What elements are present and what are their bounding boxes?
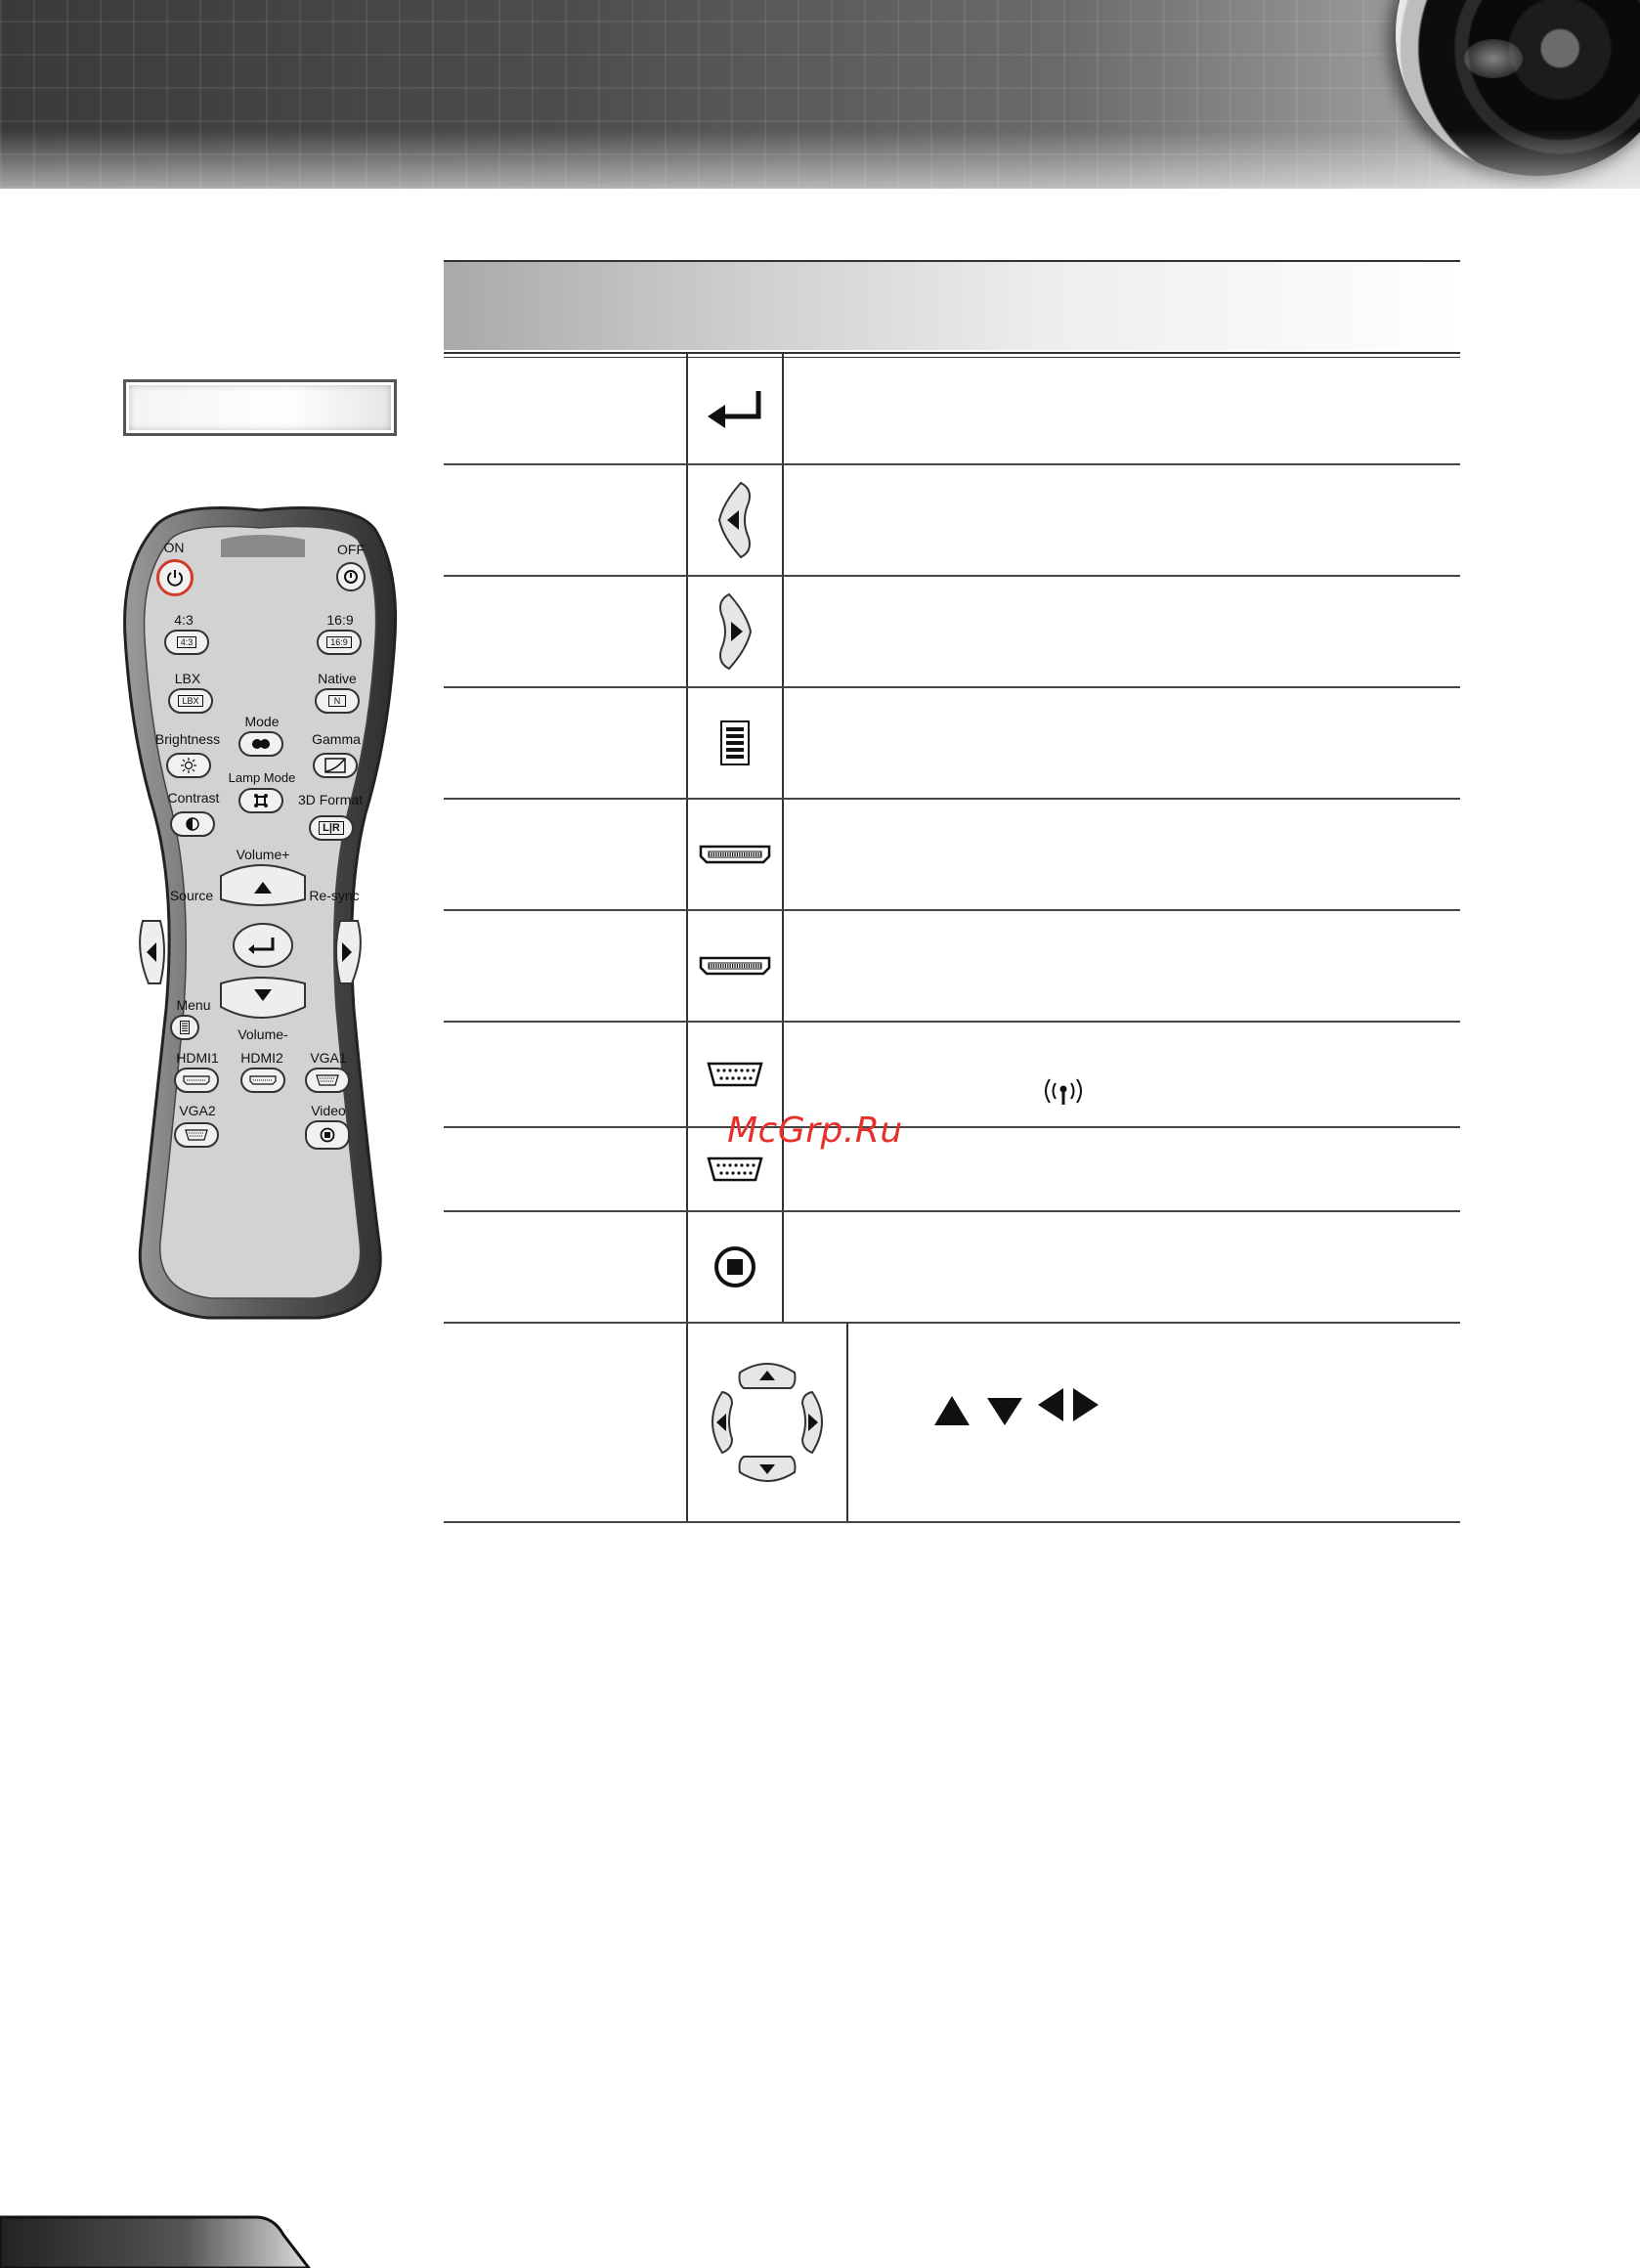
vga2-button[interactable] xyxy=(174,1122,219,1148)
mode-button[interactable] xyxy=(238,731,283,757)
table-row xyxy=(444,465,1460,577)
enter-icon xyxy=(704,387,766,430)
description-cell xyxy=(784,354,1460,463)
hdmi2-button[interactable] xyxy=(240,1068,285,1093)
table-row xyxy=(444,1212,1460,1324)
3d-format-button[interactable] xyxy=(309,815,354,841)
on-label: ON xyxy=(163,540,185,555)
function-cell xyxy=(444,1324,686,1521)
aspect-169-label: 16:9 xyxy=(326,612,354,628)
icon-cell xyxy=(686,354,784,463)
brightness-label: Brightness xyxy=(154,731,221,747)
function-cell xyxy=(444,800,686,909)
hdmi1-label: HDMI1 xyxy=(176,1050,219,1066)
lamp-mode-icon xyxy=(253,793,269,808)
function-cell xyxy=(444,1023,686,1126)
aspect-43-icon: 4:3 xyxy=(177,636,197,648)
power-off-icon xyxy=(343,569,359,585)
hdmi1-button[interactable] xyxy=(174,1068,219,1093)
description-cell xyxy=(784,1212,1460,1322)
icon-cell xyxy=(686,1212,784,1322)
description-cell xyxy=(784,911,1460,1021)
menu-icon xyxy=(180,1021,190,1034)
vga-icon xyxy=(707,1062,763,1087)
menu-icon xyxy=(720,720,750,765)
table-row xyxy=(444,354,1460,465)
aspect-43-label: 4:3 xyxy=(174,612,194,628)
function-cell xyxy=(444,1128,686,1210)
video-icon xyxy=(320,1127,335,1143)
arrow-glyphs-icon xyxy=(932,1384,1108,1429)
brightness-icon xyxy=(180,757,197,774)
hdmi-icon xyxy=(699,843,771,866)
volume-minus-label: Volume- xyxy=(237,1026,288,1042)
hdmi1-icon xyxy=(183,1075,210,1085)
vga1-icon xyxy=(316,1074,339,1086)
icon-cell xyxy=(686,465,784,575)
lamp-mode-label: Lamp Mode xyxy=(228,770,296,785)
vga2-icon xyxy=(185,1129,208,1141)
lbx-button[interactable] xyxy=(168,688,213,714)
aspect-169-button[interactable] xyxy=(317,630,362,655)
contrast-label: Contrast xyxy=(167,790,220,806)
table-row xyxy=(444,800,1460,911)
brightness-button[interactable] xyxy=(166,753,211,778)
native-icon: N xyxy=(328,695,347,707)
table-row xyxy=(444,688,1460,800)
gamma-label: Gamma xyxy=(312,731,361,747)
four-directional-keys-icon xyxy=(699,1349,836,1496)
remote-body xyxy=(113,501,412,1322)
video-icon xyxy=(713,1245,756,1288)
function-cell xyxy=(444,354,686,463)
video-label: Video xyxy=(311,1103,346,1118)
function-cell xyxy=(444,1212,686,1322)
native-button[interactable] xyxy=(315,688,360,714)
footer-page-tab xyxy=(0,2211,311,2268)
left-arrow-icon xyxy=(715,479,755,561)
vga1-button[interactable] xyxy=(305,1068,350,1093)
power-on-button[interactable] xyxy=(156,559,194,596)
header-banner xyxy=(0,0,1640,189)
projector-lens-image xyxy=(1396,0,1640,176)
vga2-label: VGA2 xyxy=(179,1103,216,1118)
function-cell xyxy=(444,577,686,686)
mode-label: Mode xyxy=(244,714,280,729)
function-cell xyxy=(444,911,686,1021)
off-label: OFF xyxy=(337,542,365,557)
description-cell xyxy=(848,1324,1460,1521)
description-cell xyxy=(784,465,1460,575)
volume-plus-label: Volume+ xyxy=(236,847,290,862)
native-label: Native xyxy=(318,671,357,686)
icon-cell xyxy=(686,800,784,909)
mode-icon xyxy=(250,738,272,750)
vga-icon xyxy=(707,1156,763,1182)
menu-button[interactable] xyxy=(170,1015,199,1040)
contrast-icon xyxy=(185,816,200,832)
table-row xyxy=(444,577,1460,688)
table-row xyxy=(444,1128,1460,1212)
table-row xyxy=(444,1324,1460,1523)
section-label-box xyxy=(123,379,397,436)
watermark-text: McGrp.Ru xyxy=(727,1111,903,1151)
remote-control-illustration xyxy=(113,501,412,1322)
wireless-icon xyxy=(1042,1077,1085,1107)
power-icon xyxy=(165,568,185,588)
video-button[interactable] xyxy=(305,1120,350,1150)
gamma-icon xyxy=(324,758,346,773)
aspect-43-button[interactable] xyxy=(164,630,209,655)
function-cell xyxy=(444,688,686,798)
table-row xyxy=(444,911,1460,1023)
hdmi-icon xyxy=(699,954,771,978)
icon-cell xyxy=(686,911,784,1021)
lbx-icon: LBX xyxy=(178,695,202,707)
gamma-button[interactable] xyxy=(313,753,358,778)
function-cell xyxy=(444,465,686,575)
icon-cell xyxy=(686,1324,848,1521)
3d-format-label: 3D Format xyxy=(297,792,364,807)
description-cell xyxy=(784,800,1460,909)
table-row xyxy=(444,1023,1460,1128)
aspect-169-icon: 16:9 xyxy=(326,636,352,648)
description-cell xyxy=(784,688,1460,798)
vga1-label: VGA1 xyxy=(310,1050,347,1066)
icon-cell xyxy=(686,577,784,686)
source-label: Source xyxy=(169,888,214,903)
hdmi2-label: HDMI2 xyxy=(240,1050,283,1066)
icon-cell xyxy=(686,688,784,798)
resync-label: Re-sync xyxy=(309,888,360,903)
description-cell xyxy=(784,577,1460,686)
lamp-mode-button[interactable] xyxy=(238,788,283,813)
contrast-button[interactable] xyxy=(170,811,215,837)
3d-format-icon: L|R xyxy=(319,821,344,835)
hdmi2-icon xyxy=(249,1075,277,1085)
lbx-label: LBX xyxy=(174,671,201,686)
right-arrow-icon xyxy=(715,590,755,673)
power-off-button[interactable] xyxy=(336,562,366,591)
table-header xyxy=(444,260,1460,350)
menu-label: Menu xyxy=(176,997,211,1013)
